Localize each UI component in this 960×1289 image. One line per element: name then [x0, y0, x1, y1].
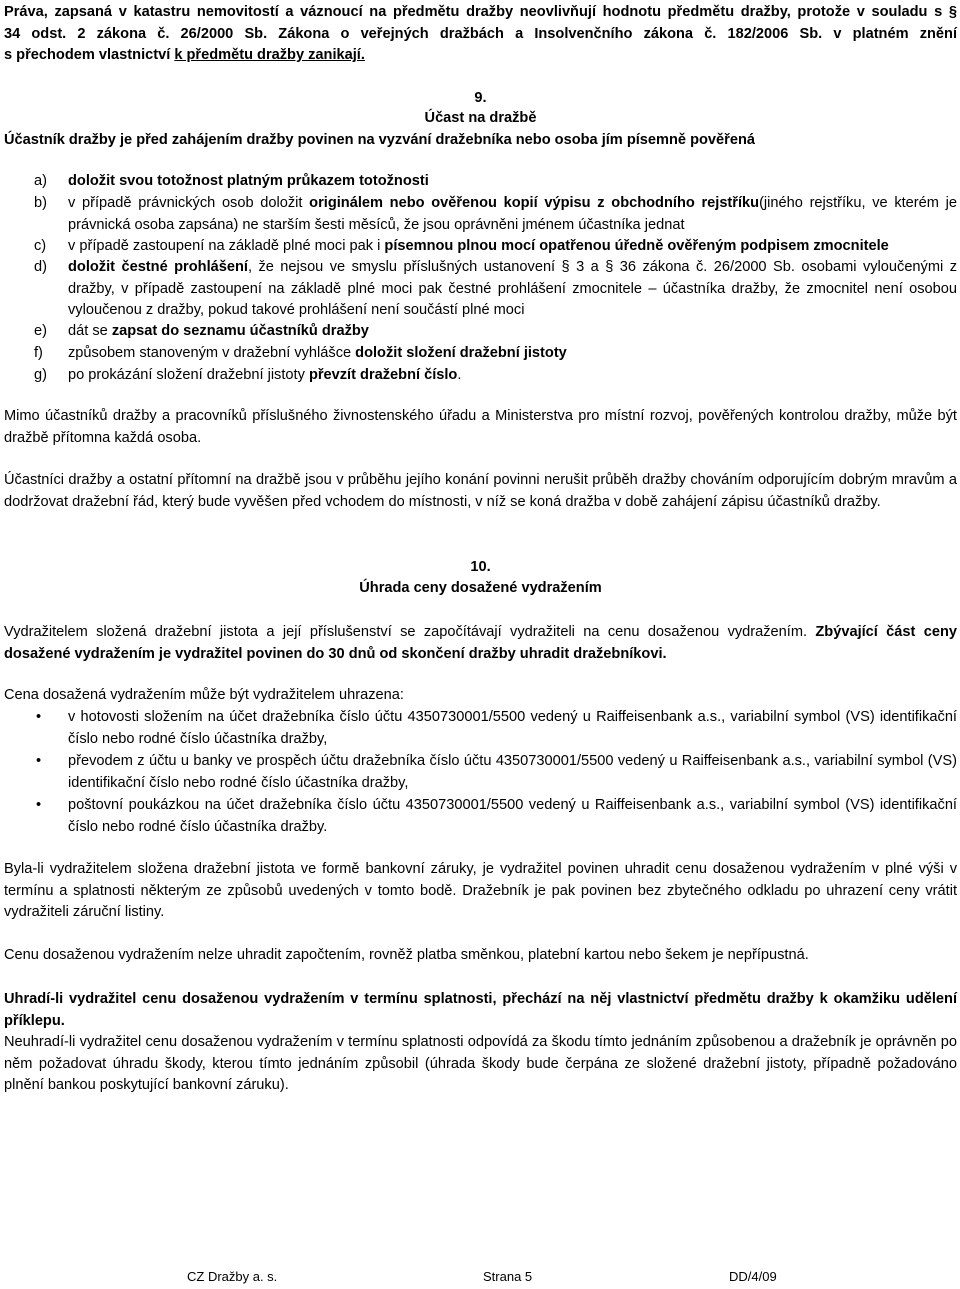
section-9-paragraph-2: Účastníci dražby a ostatní přítomní na dražbě jsou v průběhu jejího konání povinni nerušit průběh dražby chováním odporujícím dobrým mravům a dodržovat dražební řád, který bude vyvěšen před vchodem do místnosti, v níž se koná dražba v době zahájení zápisu účastníků dražby.	[4, 472, 957, 510]
top-line-3	[4, 45, 957, 67]
bullet-icon: •	[36, 797, 42, 813]
list-item-text-part: (jiného rejstříku, ve kterém je právnická osoba zapsána) ne starším šesti měsíců, že jsou oprávněni jménem účastníka jednat	[68, 195, 957, 233]
section-10-paragraph-6: Neuhradí-li vydražitel cenu dosaženou vydražením v termínu splatnosti odpovídá za škodu tímto jednáním způsobenou a dražebník je oprávněn po něm požadovat úhradu škody, kterou tímto jednáním způsobil (úhrada škody bude čerpána ze složené dražební jistoty, případně požadováno plnění bankou poskytující bankovní záruku).	[4, 1034, 957, 1093]
list-item	[4, 193, 957, 236]
top-paragraph	[4, 2, 957, 67]
section-10-paragraph-3: Byla-li vydražitelem složena dražební jistota ve formě bankovní záruky, je vydražitel povinen uhradit cenu dosaženou vydražením v plné výši v termínu a splatnosti některým ze způsobů uvedených v tomto bodě. Dražebník je pak povinen bez zbytečného odkladu po uhrazení ceny vrátit vydražiteli záruční listiny.	[4, 861, 957, 920]
footer-document-code: DD/4/09	[729, 1269, 777, 1284]
list-item-text: převodem z účtu u banky ve prospěch účtu dražebníka číslo účtu 4350730001/5500 vedený u Raiffeisenbank a.s., variabilní symbol (VS) identifikační číslo nebo rodné číslo účastníka dražby,	[68, 753, 957, 791]
list-item-text	[68, 193, 957, 236]
section-10-paragraph-1	[4, 622, 957, 665]
list-item-label: g)	[34, 367, 47, 383]
list-item-text-bold: originálem nebo ověřenou kopií výpisu z obchodního rejstříku	[309, 195, 760, 211]
list-item-text-part: v případě zastoupení na základě plné moci pak i	[68, 238, 385, 254]
list-item-text-bold: převzít dražební číslo	[308, 367, 458, 383]
list-item-label: f)	[34, 345, 43, 361]
list-item-text	[68, 343, 957, 365]
section-9-title: Účast na dražbě	[424, 110, 537, 126]
list-item	[4, 257, 957, 322]
section-10-paragraph-2: Cena dosažená vydražením může být vydražitelem uhrazena:	[4, 687, 404, 703]
section-10-number: 10.	[470, 559, 491, 575]
top-line-3-text: s přechodem vlastnictví	[4, 47, 175, 63]
list-item-text: poštovní poukázkou na účet dražebníka číslo účtu 4350730001/5500 vedený u Raiffeisenbank a.s., variabilní symbol (VS) identifikační číslo nebo rodné číslo účastníka dražby.	[68, 797, 957, 835]
section-10-paragraph-5: Uhradí-li vydražitel cenu dosaženou vydražením v termínu splatnosti, přechází na něj vlastnictví předmětu dražby k okamžiku udělení příklepu.	[4, 991, 957, 1029]
section-10-paragraph-4: Cenu dosaženou vydražením nelze uhradit započtením, rovněž platba směnkou, platební kartou nebo šekem je nepřípustná.	[4, 947, 809, 963]
list-item-label: d)	[34, 259, 47, 275]
list-item-text-bold: zapsat do seznamu účastníků dražby	[111, 323, 369, 339]
list-item-text-part: v případě právnických osob doložit	[68, 195, 310, 211]
list-item-text-bold: doložit čestné prohlášení	[68, 259, 248, 275]
list-item-text-part: .	[457, 367, 462, 383]
section-9-number: 9.	[474, 90, 487, 106]
section-10-title: Úhrada ceny dosažené vydražením	[359, 580, 602, 596]
top-line-3-underlined: k předmětu dražby zanikají.	[174, 47, 365, 63]
list-item-text	[68, 236, 957, 258]
list-item	[4, 795, 957, 838]
footer-company: CZ Dražby a. s.	[187, 1269, 278, 1284]
list-item-text-part: způsobem stanoveným v dražební vyhlášce	[68, 345, 356, 361]
footer-page-number: Strana 5	[483, 1269, 533, 1284]
list-item-label: c)	[34, 238, 47, 254]
list-item-text-part: po prokázání složení dražební jistoty	[68, 367, 309, 383]
list-item-text	[68, 257, 957, 322]
list-item-label: a)	[34, 173, 47, 189]
section-9-intro: Účastník dražby je před zahájením dražby povinen na vyzvání dražebníka nebo osoba jím písemně pověřená	[4, 132, 755, 148]
list-item	[4, 707, 957, 750]
list-item-text-part: dát se	[68, 323, 112, 339]
list-item-text: v hotovosti složením na účet dražebníka číslo účtu 4350730001/5500 vedený u Raiffeisenbank a.s., variabilní symbol (VS) identifikační číslo nebo rodné číslo účastníka dražby,	[68, 709, 957, 747]
list-item	[4, 751, 957, 794]
list-item-text	[68, 321, 957, 343]
list-item-text-bold: doložit složení dražební jistoty	[355, 345, 567, 361]
bullet-icon: •	[36, 709, 42, 725]
top-line-1: Práva, zapsaná v katastru nemovitostí a váznoucí na předmětu dražby neovlivňují hodnotu předmětu dražby, protože v souladu s §	[4, 4, 957, 20]
list-item-text-bold: písemnou plnou mocí opatřenou úředně ověřeným podpisem zmocnitele	[384, 238, 889, 254]
top-line-2: 34 odst. 2 zákona č. 26/2000 Sb. Zákona o veřejných dražbách a Insolvenčního zákona č. 182/2006 Sb. v platném znění	[4, 25, 957, 42]
bullet-icon: •	[36, 753, 42, 769]
section-10-paragraph-1-bold: Zbývající část ceny dosažené vydražením je vydražitel povinen do 30 dnů od skončení dražby uhradit dražebníkovi.	[4, 624, 957, 662]
list-item-label: e)	[34, 323, 47, 339]
list-item-text-part: , že nejsou ve smyslu příslušných ustanovení § 3 a § 36 zákona č. 26/2000 Sb. osobami vyloučenými z dražby, v případě zastoupení na základě plné moci pak čestné prohlášení zmocnitele – účastníka dražby, že zmocnitel není osobou vyloučenou z dražby, pokud takové prohlášení není součástí plné moci	[68, 259, 957, 318]
section-9-paragraph-1: Mimo účastníků dražby a pracovníků příslušného živnostenského úřadu a Ministerstva pro místní rozvoj, pověřených kontrolou dražby, může být dražbě přítomna každá osoba.	[4, 408, 957, 446]
list-item-label: b)	[34, 195, 47, 211]
list-item-text	[68, 365, 957, 387]
list-item-text: doložit svou totožnost platným průkazem totožnosti	[68, 173, 429, 189]
section-10-paragraph-1-text: Vydražitelem složená dražební jistota a její příslušenství se započítávají vydražiteli na cenu dosaženou vydražením.	[4, 624, 816, 640]
